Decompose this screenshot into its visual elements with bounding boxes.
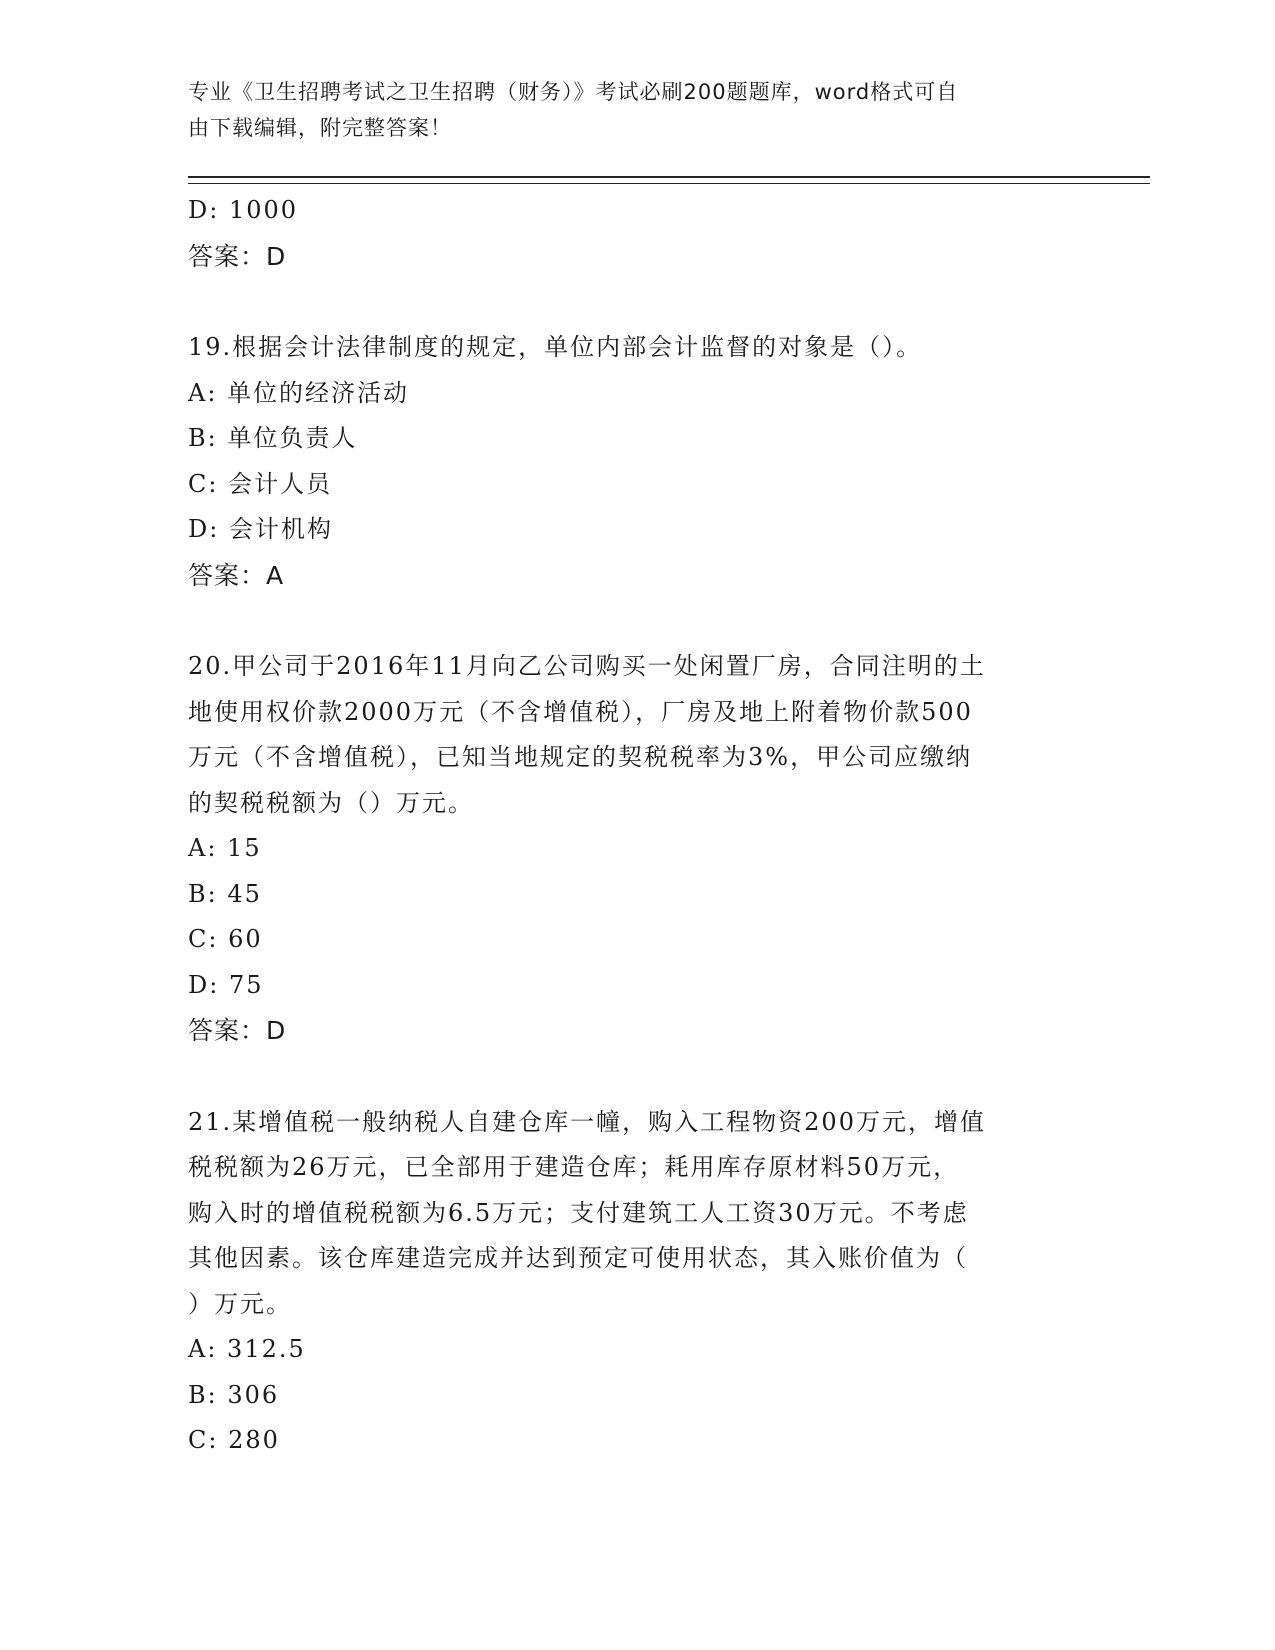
spacer: [188, 1054, 1088, 1100]
question-stem: 的契税税额为（）万元。: [188, 788, 474, 817]
question-21: [188, 1100, 1088, 1464]
answer-line: 答案：A: [188, 560, 285, 590]
spacer: [188, 598, 1088, 644]
question-19: [188, 325, 1088, 598]
question-stem: 税税额为26万元，已全部用于建造仓库；耗用库存原材料50万元，: [188, 1153, 960, 1181]
question-stem: 21.某增值税一般纳税人自建仓库一幢，购入工程物资200万元，增值: [188, 1107, 986, 1136]
option-c: C: 280: [188, 1426, 280, 1454]
question-stem: 购入时的增值税税额为6.5万元；支付建筑工人工资30万元。不考虑: [188, 1198, 969, 1227]
option-b: B: 45: [188, 879, 262, 908]
option-b: B: 单位负责人: [188, 424, 358, 452]
option-d: D: 会计机构: [188, 515, 333, 543]
header-line-1: 专业《卫生招聘考试之卫生招聘（财务）》考试必刷200题题库，word格式可自: [188, 80, 959, 104]
option-a: A: 312.5: [188, 1335, 306, 1363]
question-stem: ）万元。: [188, 1289, 292, 1318]
option-c: C: 60: [188, 925, 263, 953]
page-header: [188, 74, 1068, 146]
answer-line: 答案：D: [188, 1016, 287, 1045]
option-d: D: 75: [188, 970, 264, 999]
question-stem: 地使用权价款2000万元（不含增值税），厂房及地上附着物价款500: [188, 697, 973, 726]
question-stem: 其他因素。该仓库建造完成并达到预定可使用状态，其入账价值为（: [188, 1244, 968, 1272]
question-stem: 20.甲公司于2016年11月向乙公司购买一处闲置厂房，合同注明的土: [188, 652, 986, 680]
header-divider-thin: [188, 183, 1150, 184]
question-list: [188, 188, 1088, 1464]
header-divider-thick: [188, 176, 1150, 178]
spacer: [188, 279, 1088, 325]
header-line-2: 由下载编辑，附完整答案！: [188, 116, 452, 140]
answer-line: 答案：D: [188, 241, 287, 271]
option-a: A: 单位的经济活动: [188, 378, 410, 407]
option-d: D: 1000: [188, 196, 299, 224]
option-c: C: 会计人员: [188, 469, 333, 498]
question-stem: 19.根据会计法律制度的规定，单位内部会计监督的对象是（）。: [188, 333, 923, 361]
question-18-tail: [188, 188, 1088, 279]
option-a: A: 15: [188, 834, 262, 862]
option-b: B: 306: [188, 1380, 280, 1409]
question-stem: 万元（不含增值税），已知当地规定的契税税率为3%，甲公司应缴纳: [188, 743, 973, 771]
question-20: [188, 644, 1088, 1054]
